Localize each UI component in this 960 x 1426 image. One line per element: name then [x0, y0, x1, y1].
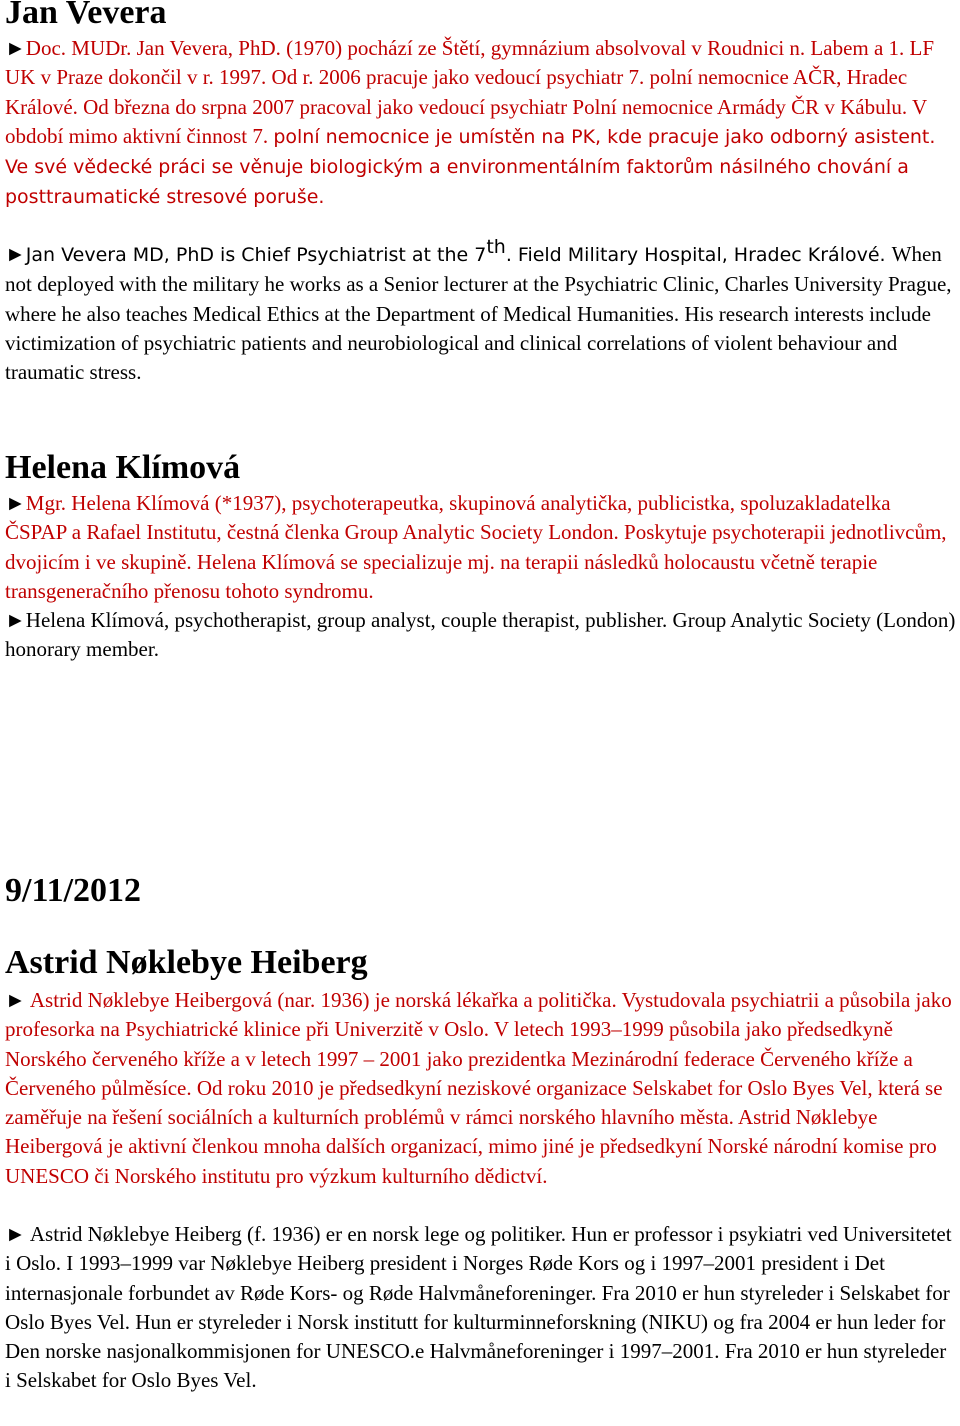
paragraph-klimova-czech: ►Mgr. Helena Klímová (*1937), psychoterapeutka, skupinová analytička, publicistka, spoluzakladatelka ČSPAP a Rafael Institutu, čestná členka Group Analytic Society London. Poskytuje psychoterapii jednotlivcům, dvojicím i ve skupině. Helena Klímová se specializuje mj. na terapii následků holocaustu včetně terapie transgeneračního přenosu tohoto syndromu.: [5, 491, 947, 603]
paragraph-heiberg-norwegian: ► Astrid Nøklebye Heiberg (f. 1936) er en norsk lege og politiker. Hun er professor i psykiatri ved Universitetet i Oslo. I 1993–1999 var Nøklebye Heiberg president i Norges Røde Kors og i 1997–2001 president i Det internasjonale forbundet av Røde Kors- og Røde Halvmåneforeninger. Fra 2010 er hun styreleder i Selskabet for Oslo Byes Vel. Hun er styreleder i Norsk institutt for kulturminneforskning (NIKU) og fra 2004 er hun leder for Den norske nasjonalkommisjonen for UNESCO.e Halvmåneforeninger i 1997–2001. Fra 2010 er hun styreleder i Selskabet for Oslo Byes Vel.: [5, 1222, 952, 1393]
arrow-marker-icon: ►: [5, 36, 26, 60]
heading-jan-vevera: Jan Vevera: [5, 0, 167, 31]
paragraph-vevera-czech: ►Doc. MUDr. Jan Vevera, PhD. (1970) pochází ze Štětí, gymnázium absolvoval v Roudnici n. Labem a 1. LF UK v Praze dokončil v r. 1997. Od r. 2006 pracuje jako vedoucí psychiatr 7. polní nemocnice AČR, Hradec Králové. Od března do srpna 2007 pracoval jako vedoucí psychiatr Polní nemocnice Armády ČR v Kábulu. V období mimo aktivní činnost 7. polní nemocnice je umístěn na PK, kde pracuje jako odborný asistent. Ve své vědecké práci se věnuje biologickým a environmentálním faktorům násilného chování a posttraumatické stresové poruše.: [5, 36, 936, 209]
heading-astrid-heiberg: Astrid Nøklebye Heiberg: [5, 944, 368, 981]
arrow-marker-icon: ►: [5, 988, 30, 1012]
arrow-marker-icon: ►: [5, 1222, 30, 1246]
date-heading: 9/11/2012: [5, 872, 142, 909]
arrow-marker-icon: ►: [5, 491, 26, 515]
arrow-marker-icon: ►: [5, 242, 26, 266]
paragraph-heiberg-czech: ► Astrid Nøklebye Heibergová (nar. 1936) je norská lékařka a politička. Vystudovala psychiatrii a působila jako profesorka na Psychiatrické klinice při Univerzitě v Oslo. V letech 1993–1999 působila jako předsedkyně Norského červeného kříže a v letech 1997 – 2001 jako prezidentka Mezinárodní federace Červeného kříže a Červeného půlměsíce. Od roku 2010 je předsedkyní neziskové organizace Selskabet for Oslo Byes Vel, která se zaměřuje na řešení sociálních a kulturních problémů v rámci norského hlavního města. Astrid Nøklebye Heibergová je aktivní členkou mnoha dalších organizací, mimo jiné je předsedkyní Norské národní komise pro UNESCO či Norského institutu pro výzkum kulturního dědictví.: [5, 988, 952, 1188]
arrow-marker-icon: ►: [5, 608, 26, 632]
paragraph-vevera-english: ►Jan Vevera MD, PhD is Chief Psychiatrist at the 7th. Field Military Hospital, Hradec Králové. When not deployed with the military he works as a Senior lecturer at the Psychiatric Clinic, Charles University Prague, where he also teaches Medical Ethics at the Department of Medical Humanities. His research interests include victimization of psychiatric patients and neurobiological and clinical correlations of violent behaviour and traumatic stress.: [5, 236, 952, 385]
heading-helena-klimova: Helena Klímová: [5, 449, 241, 486]
paragraph-klimova-english: ►Helena Klímová, psychotherapist, group analyst, couple therapist, publisher. Group Analytic Society (London) honorary member.: [5, 608, 956, 662]
